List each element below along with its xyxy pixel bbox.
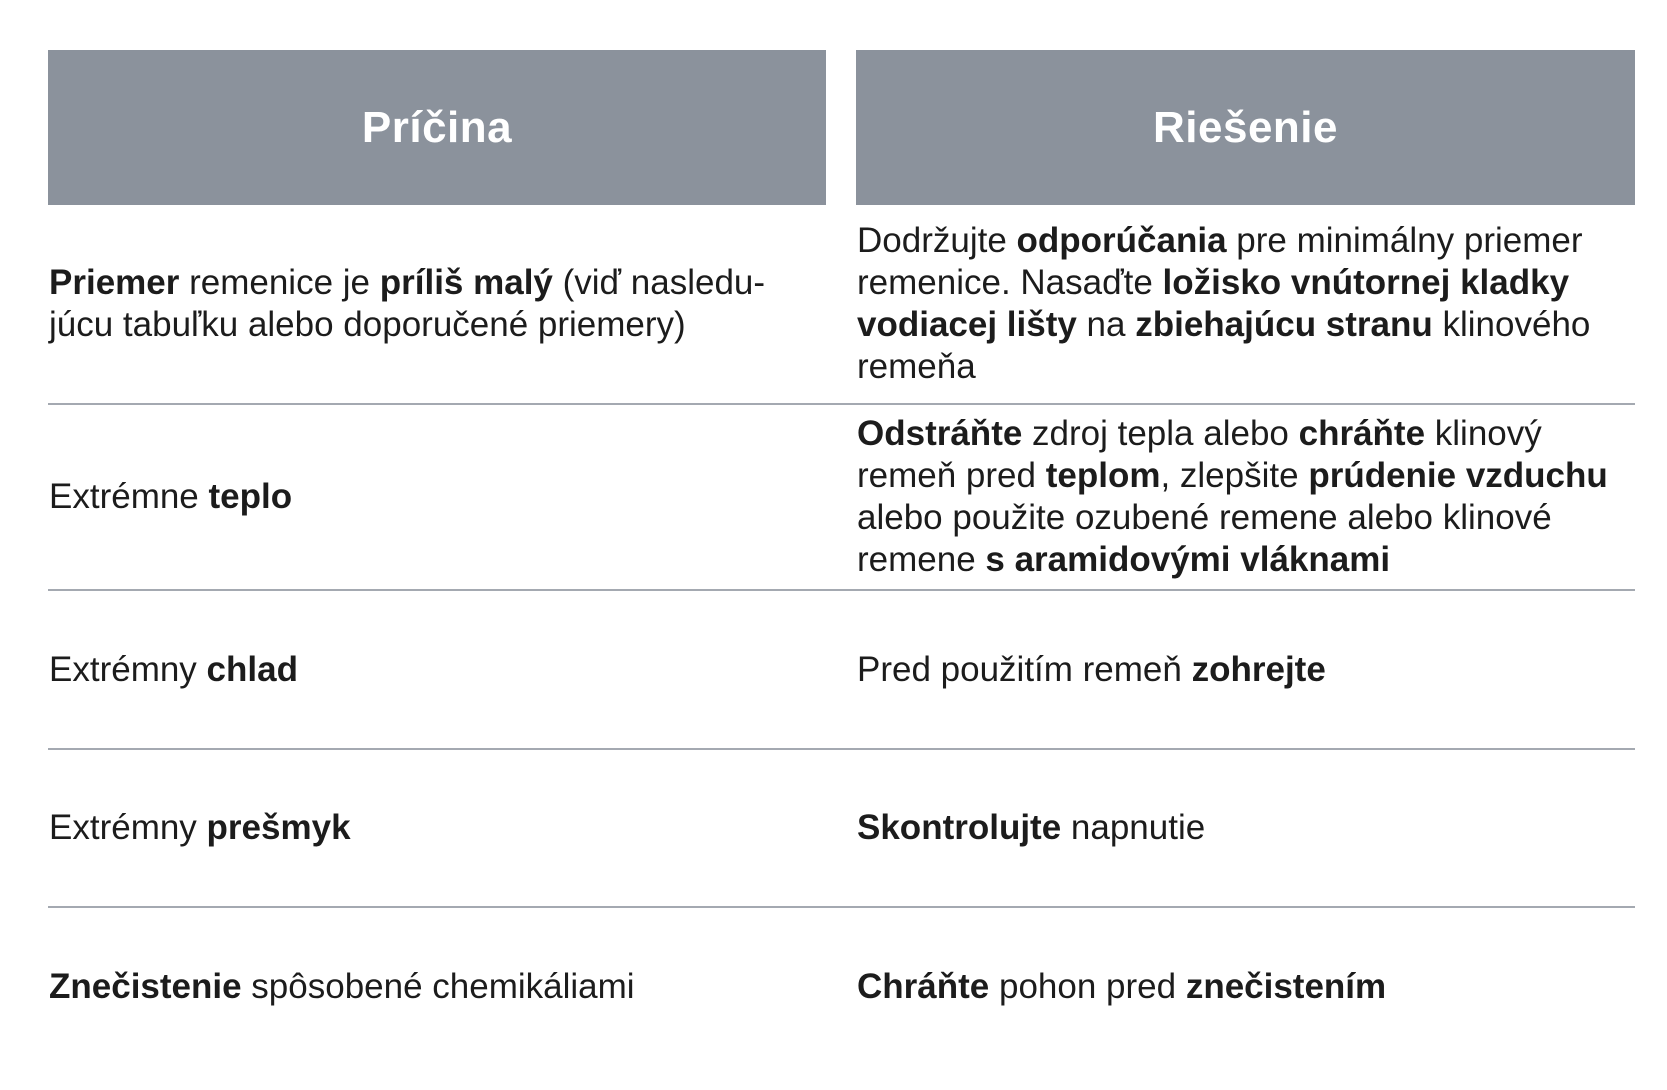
text-line <box>857 262 1635 304</box>
text-run: remenice. Nasaďte <box>857 263 1163 302</box>
bold-text-run: Znečistenie <box>49 967 242 1006</box>
bold-text-run: odporúčania <box>1016 221 1227 260</box>
text-run: klinového <box>1432 305 1591 344</box>
text-line <box>857 413 1635 455</box>
bold-text-run: s aramidovými vláknami <box>985 540 1391 579</box>
bold-text-run: Priemer <box>49 263 180 302</box>
table-row <box>48 591 1635 750</box>
cause-cell <box>48 405 826 589</box>
text-line <box>857 346 1635 388</box>
bold-text-run: chlad <box>206 649 298 689</box>
troubleshooting-table <box>48 50 1635 1066</box>
solution-cell <box>856 908 1635 1066</box>
text-run: remeňa <box>857 347 976 386</box>
text-run: napnutie <box>1061 808 1206 847</box>
bold-text-run: teplom <box>1045 456 1161 495</box>
cause-cell <box>48 591 826 748</box>
text-run: Extrémny <box>49 649 207 689</box>
text-run: , zlepšite <box>1160 456 1309 495</box>
text-line <box>857 220 1635 262</box>
bold-text-run: Odstráňte <box>857 414 1023 453</box>
solution-cell <box>856 750 1635 906</box>
cause-cell <box>48 908 826 1066</box>
text-line <box>49 966 826 1008</box>
bold-text-run: Skontrolujte <box>857 808 1062 847</box>
table-row <box>48 750 1635 908</box>
header-solution: Riešenie <box>856 50 1635 205</box>
bold-text-run: chráňte <box>1298 414 1426 453</box>
text-run: alebo použite ozubené remene alebo klinové <box>857 498 1552 537</box>
text-line <box>857 455 1635 497</box>
bold-text-run: príliš malý <box>379 263 553 302</box>
text-line <box>49 262 826 304</box>
text-run: remene <box>857 540 986 579</box>
text-run: Pred použitím remeň <box>857 649 1192 689</box>
text-line <box>49 649 826 691</box>
table-body <box>48 205 1635 1066</box>
text-run: Dodržujte <box>857 221 1017 260</box>
text-line <box>857 966 1635 1008</box>
text-run: (viď nasledu- <box>552 263 766 302</box>
bold-text-run: prešmyk <box>206 808 351 847</box>
text-line <box>857 304 1635 346</box>
solution-cell <box>856 405 1635 589</box>
bold-text-run: prúdenie vzduchu <box>1308 456 1608 495</box>
bold-text-run: zohrejte <box>1191 649 1326 689</box>
cause-cell <box>48 750 826 906</box>
text-line <box>49 476 826 518</box>
header-cause: Príčina <box>48 50 826 205</box>
bold-text-run: teplo <box>208 477 293 516</box>
table-row <box>48 908 1635 1066</box>
text-run: Extrémny <box>49 808 207 847</box>
bold-text-run: znečistením <box>1185 967 1387 1006</box>
bold-text-run: zbiehajúcu stranu <box>1135 305 1433 344</box>
text-run: remeň pred <box>857 456 1046 495</box>
text-line <box>49 807 826 849</box>
text-run: pre minimálny priemer <box>1226 221 1583 260</box>
table-row <box>48 405 1635 591</box>
text-run: remenice je <box>179 263 380 302</box>
bold-text-run: vodiacej lišty <box>857 305 1077 344</box>
text-line <box>49 304 826 346</box>
bold-text-run: Chráňte <box>857 967 990 1006</box>
table-row <box>48 205 1635 405</box>
text-run: pohon pred <box>989 967 1186 1006</box>
solution-cell <box>856 205 1635 403</box>
text-line <box>857 649 1635 691</box>
bold-text-run: ložisko vnútornej kladky <box>1162 263 1570 302</box>
text-run: klinový <box>1425 414 1542 453</box>
text-line <box>857 497 1635 539</box>
text-run: spôsobené chemikáliami <box>241 967 635 1006</box>
cause-cell <box>48 205 826 403</box>
solution-cell <box>856 591 1635 748</box>
text-run: Extrémne <box>49 477 209 516</box>
table-header-row <box>48 50 1635 205</box>
text-line <box>857 807 1635 849</box>
text-line <box>857 539 1635 581</box>
text-run: júcu tabuľku alebo doporučené priemery) <box>49 305 686 344</box>
text-run: zdroj tepla alebo <box>1022 414 1299 453</box>
text-run: na <box>1076 305 1136 344</box>
